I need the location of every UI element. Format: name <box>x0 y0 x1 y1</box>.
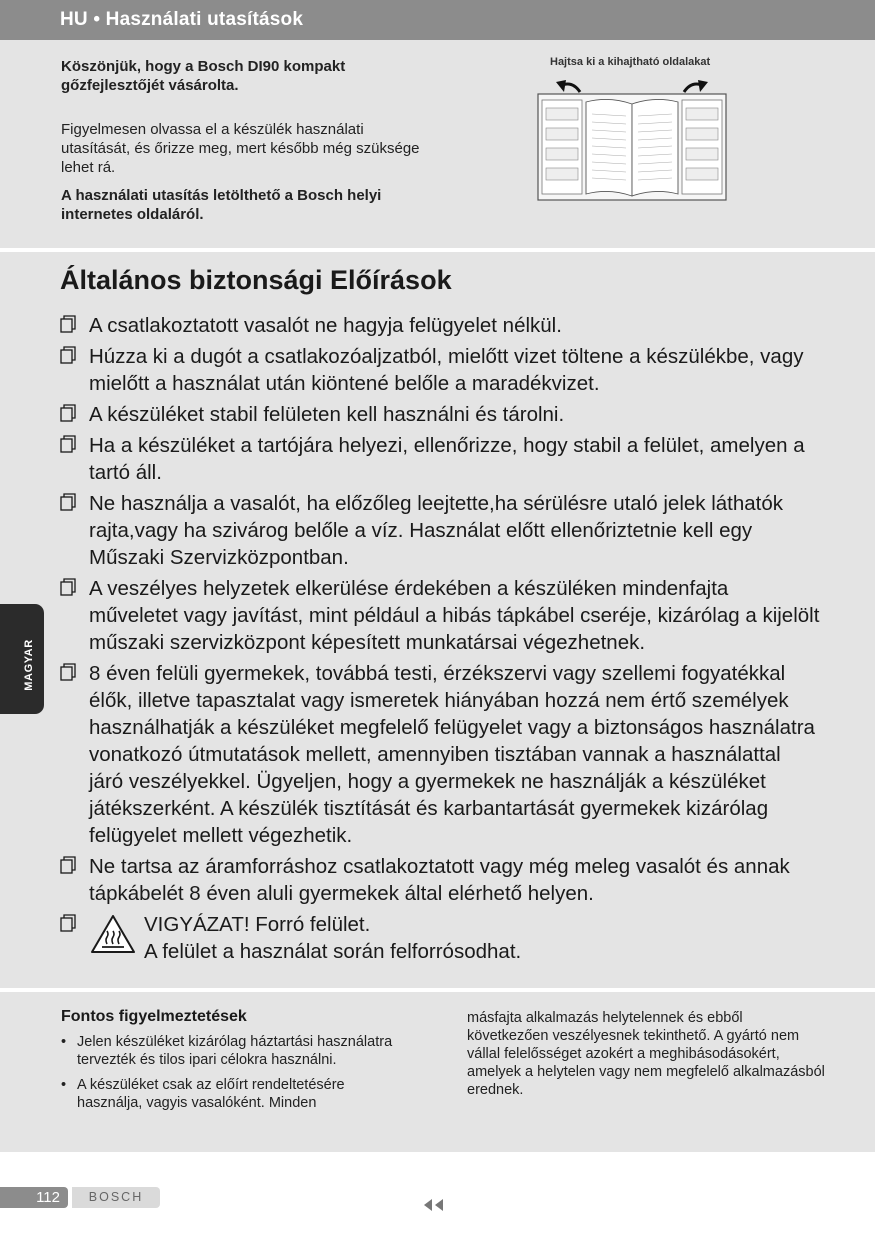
checkbox-bullet-icon <box>60 315 76 333</box>
bullet-icon: • <box>61 1077 67 1093</box>
safety-item-text: A csatlakoztatott vasalót ne hagyja felügyelet nélkül. <box>89 314 562 337</box>
warning-line-2: A felület a használat során felforrósodhat. <box>144 940 522 963</box>
safety-item <box>60 853 820 907</box>
safety-item <box>60 660 820 849</box>
safety-title: Általános biztonsági Előírások <box>60 265 452 295</box>
safety-item-text: A készüléket stabil felületen kell használni és tárolni. <box>89 403 565 426</box>
checkbox-bullet-icon <box>60 856 76 874</box>
important-notes-section <box>0 992 875 1152</box>
safety-item-text: Ne használja a vasalót, ha előzőleg leejtette,ha sérülésre utaló jelek láthatók rajta,vagy ha szivárog belőle a víz. Használat előtt ellenőriztetnie kell egy Műszaki Szervizközpontban. <box>89 492 784 569</box>
safety-list <box>60 312 820 971</box>
safety-item-text: 8 éven felüli gyermekek, továbbá testi, érzékszervi vagy szellemi fogyatékkal élők, illetve tapasztalat vagy ismeretek hiányában hozzá nem értő személyek használhatják a készüléket megfelelő felügyelet vagy a biztonságos használatra vonatkozó útmutatások mellett, amennyiben tisztában vannak a használattal járó veszélyekkel. Ügyeljen, hogy a gyermekek ne használják a készüléket játékszerként. A készülék tisztítását és karbantartását gyermekek kizárólag felügyelet mellett végezhetik. <box>89 662 815 847</box>
safety-warning-item <box>60 911 820 967</box>
safety-item-text: Ne tartsa az áramforráshoz csatlakoztatott vagy még meleg vasalót és annak tápkábelét 8 éven aluli gyermekek által elérhető helyen. <box>89 855 790 905</box>
safety-item-text: A veszélyes helyzetek elkerülése érdekében a készüléken mindenfajta műveletet vagy javítást, mint például a hibás tápkábel cseréje, kizárólag a kijelölt műszaki szervizközpont képesített munkatársai végezhetnek. <box>89 577 820 654</box>
checkbox-bullet-icon <box>60 493 76 511</box>
notes-continuation-text: másfajta alkalmazás helytelennek és ebből következően veszélyesnek tekinthető. A gyártó nem vállal felelősséget azokért a meghibásodásokért, amelyek a helytelen vagy nem megfelelő alkalmazásból erednek. <box>467 1010 825 1098</box>
checkbox-bullet-icon <box>60 435 76 453</box>
notes-title: Fontos figyelmeztetések <box>61 1008 247 1025</box>
page-number: 112 <box>0 1187 68 1208</box>
checkbox-bullet-icon <box>60 663 76 681</box>
checkbox-bullet-icon <box>60 404 76 422</box>
bullet-icon: • <box>61 1034 67 1050</box>
safety-item <box>60 401 820 428</box>
notes-item <box>61 1033 401 1069</box>
notes-item <box>61 1076 401 1112</box>
prev-page-icon[interactable] <box>422 1198 446 1212</box>
intro-panel <box>0 40 875 248</box>
hot-surface-warning-icon <box>89 913 137 955</box>
safety-item <box>60 312 820 339</box>
notes-list <box>61 1033 401 1119</box>
warning-text <box>144 911 744 965</box>
download-note-text: A használati utasítás letölthető a Bosch helyi internetes oldaláról. <box>61 187 382 223</box>
fold-out-pages-icon <box>536 72 728 212</box>
notes-item-text: Jelen készüléket kizárólag háztartási használatra tervezték és tilos ipari célokra használni. <box>77 1034 393 1068</box>
safety-item-text: Húzza ki a dugót a csatlakozóaljzatból, mielőtt vizet töltene a készülékbe, vagy mielőtt a használat után kiöntené belőle a maradékvizet. <box>89 345 804 395</box>
warning-line-1: VIGYÁZAT! Forró felület. <box>144 913 371 936</box>
read-note-text: Figyelmesen olvassa el a készülék használati utasítását, és őrizze meg, mert később még szüksége lehet rá. <box>61 121 420 176</box>
checkbox-bullet-icon <box>60 914 76 932</box>
language-tab-label: MAGYAR <box>23 639 35 691</box>
header-bar <box>0 0 875 40</box>
safety-item <box>60 432 820 486</box>
safety-section <box>0 252 875 988</box>
safety-item <box>60 490 820 571</box>
safety-item <box>60 575 820 656</box>
brand-label: BOSCH <box>72 1187 160 1208</box>
page-header-title: HU • Használati utasítások <box>60 9 304 30</box>
checkbox-bullet-icon <box>60 578 76 596</box>
thanks-text: Köszönjük, hogy a Bosch DI90 kompakt gőzfejlesztőjét vásárolta. <box>61 58 346 94</box>
safety-item-text: Ha a készüléket a tartójára helyezi, ellenőrizze, hogy stabil a felület, amelyen a tartó áll. <box>89 434 805 484</box>
safety-item <box>60 343 820 397</box>
language-side-tab <box>0 604 44 714</box>
checkbox-bullet-icon <box>60 346 76 364</box>
notes-item-text: A készüléket csak az előírt rendeltetésére használja, vagyis vasalóként. Minden <box>77 1077 345 1111</box>
fold-out-label: Hajtsa ki a kihajtható oldalakat <box>550 56 711 68</box>
